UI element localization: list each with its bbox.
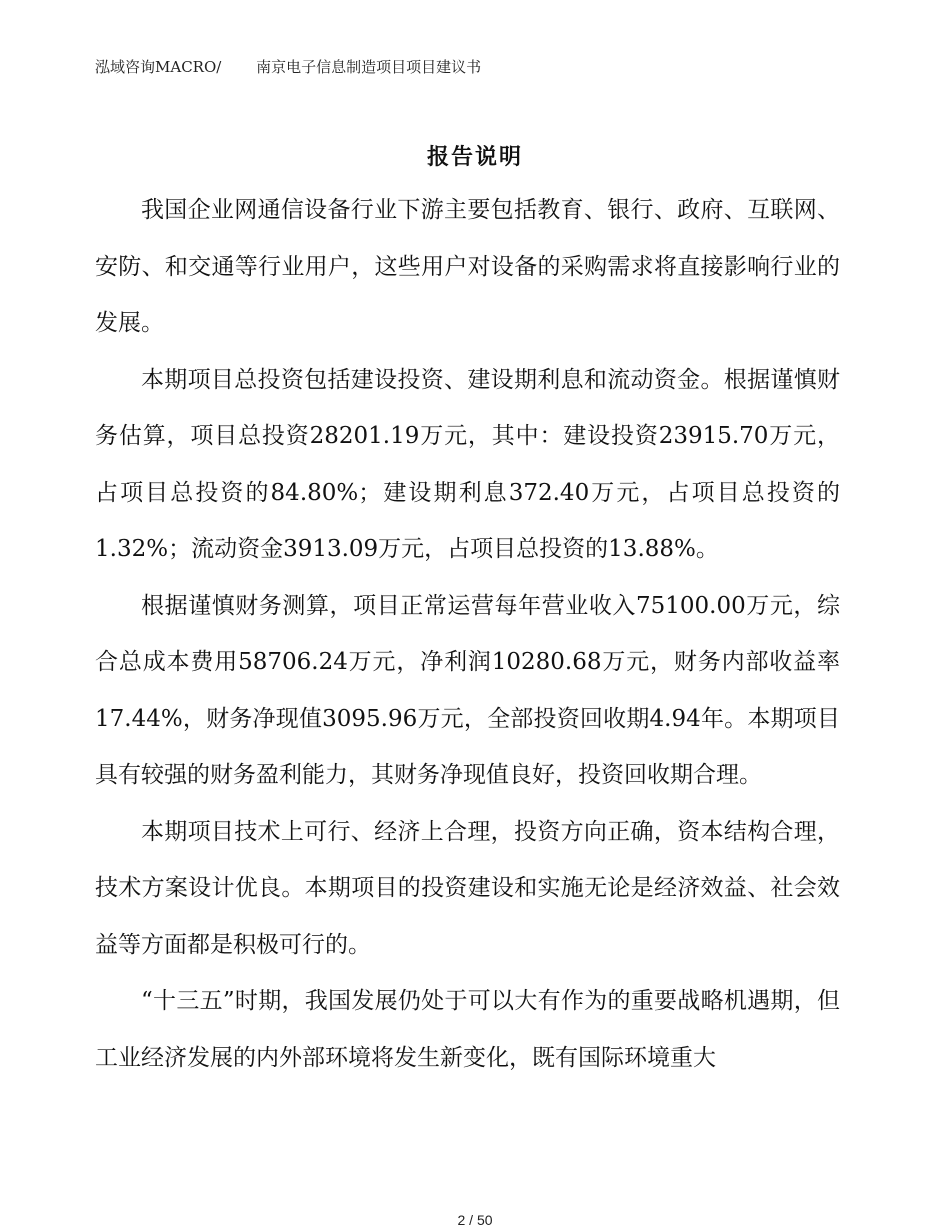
page-number: 2 / 50 — [457, 1212, 493, 1228]
paragraph: 根据谨慎财务测算，项目正常运营每年营业收入75100.00万元，综合总成本费用58706.24万元，净利润10280.68万元，财务内部收益率17.44%，财务净现值3095.96万元，全部投资回收期4.94年。本期项目具有较强的财务盈利能力，其财务净现值良好，投资回收期合理。 — [95, 592, 840, 788]
paragraph: “十三五”时期，我国发展仍处于可以大有作为的重要战略机遇期，但工业经济发展的内外部环境将发生新变化，既有国际环境重大 — [95, 988, 840, 1071]
paragraph: 本期项目总投资包括建设投资、建设期利息和流动资金。根据谨慎财务估算，项目总投资28201.19万元，其中：建设投资23915.70万元，占项目总投资的84.80%；建设期利息372.40万元，占项目总投资的1.32%；流动资金3913.09万元，占项目总投资的13.88%。 — [95, 366, 840, 562]
header-doc-title: 南京电子信息制造项目项目建议书 — [256, 58, 482, 76]
page-title: 报告说明 — [426, 144, 523, 170]
header-org: 泓域咨询MACRO/ — [95, 58, 222, 76]
paragraph: 本期项目技术上可行、经济上合理，投资方向正确，资本结构合理，技术方案设计优良。本期项目的投资建设和实施无论是经济效益、社会效益等方面都是积极可行的。 — [95, 818, 840, 958]
document-body — [95, 182, 840, 1086]
paragraph: 我国企业网通信设备行业下游主要包括教育、银行、政府、互联网、安防、和交通等行业用户，这些用户对设备的采购需求将直接影响行业的发展。 — [95, 197, 840, 336]
page-header — [95, 56, 481, 77]
